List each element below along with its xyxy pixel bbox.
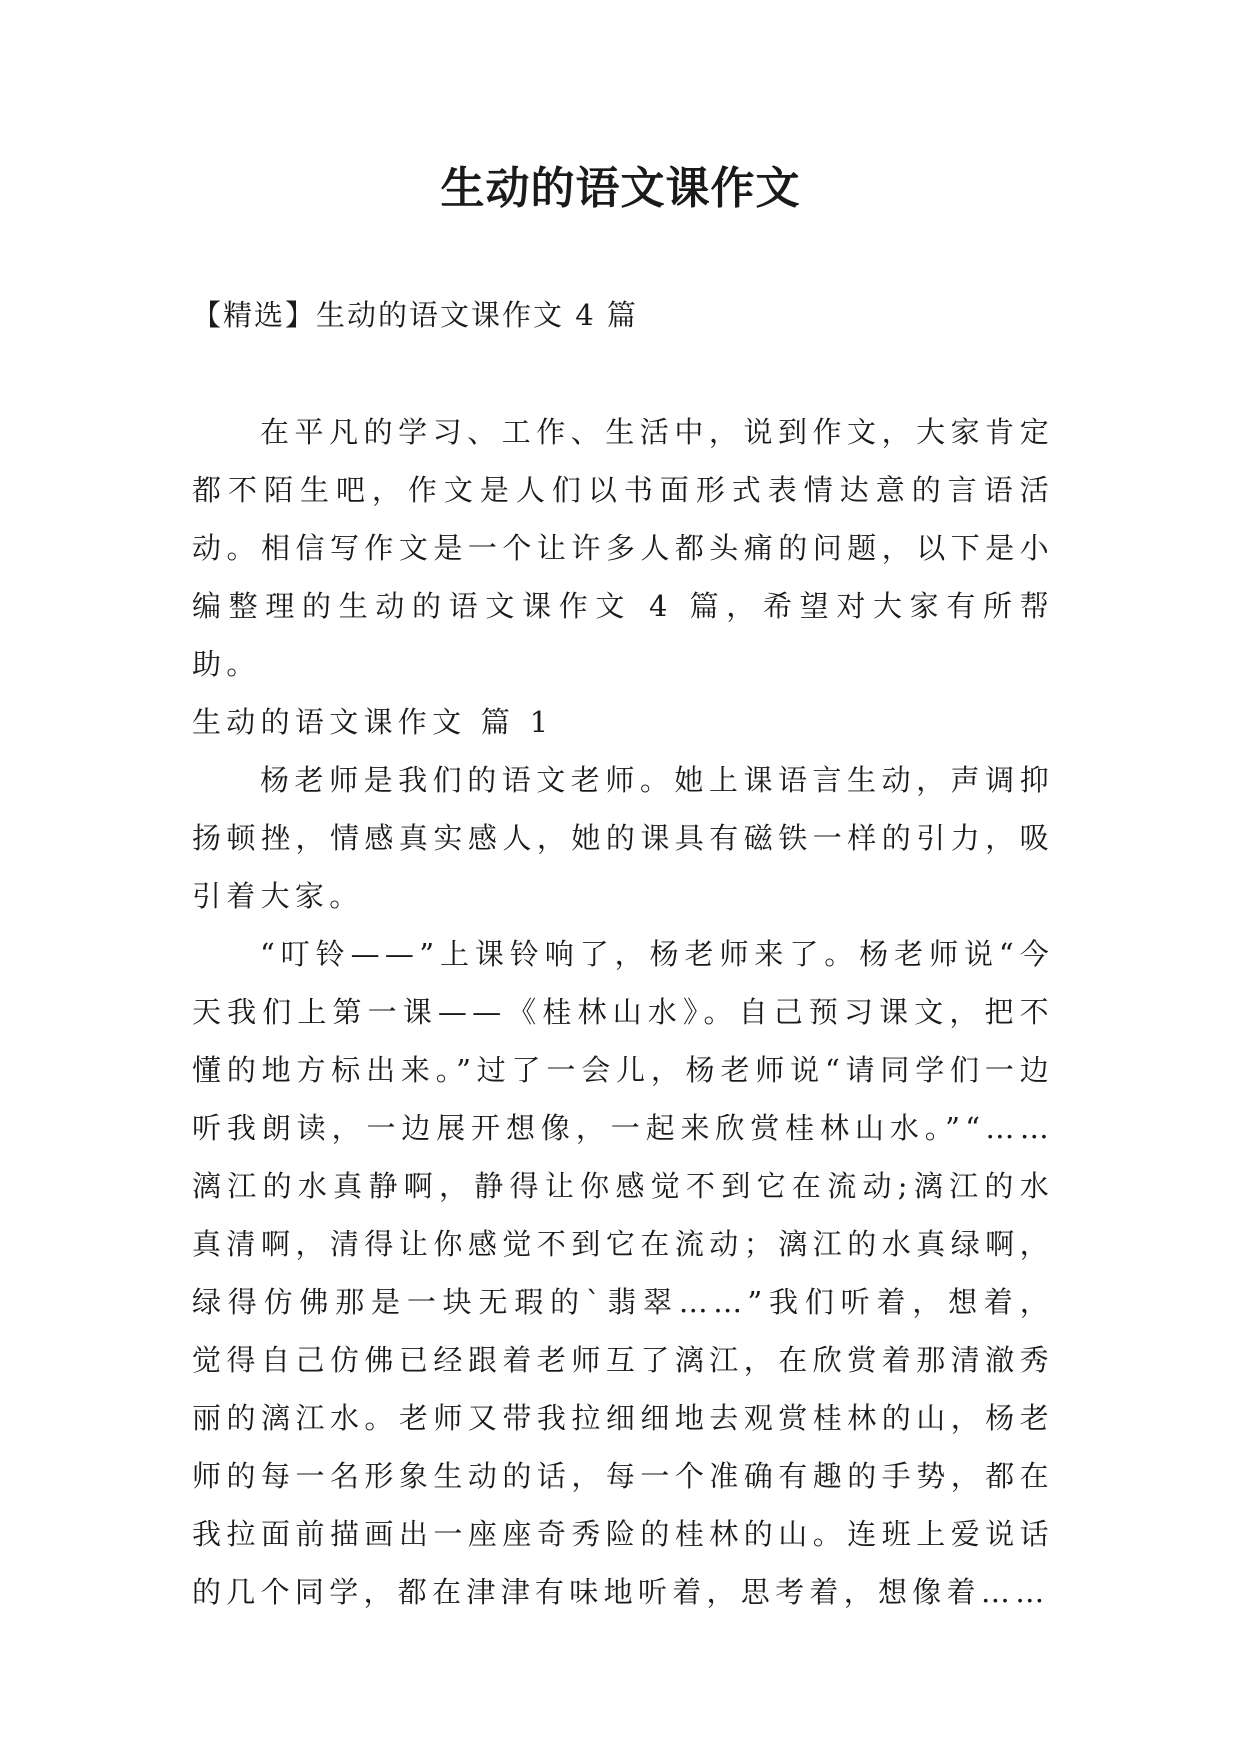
body-paragraph: “叮铃——”上课铃响了，杨老师来了。杨老师说“今天我们上第一课——《桂林山水》。自己预习课文，把不懂的地方标出来。”过了一会儿，杨老师说“请同学们一边听我朗读，一边展开想像，一起来欣赏桂林山水。”“……漓江的水真静啊，静得让你感觉不到它在流动;漓江的水真清啊，清得让你感觉不到它在流动；漓江的水真绿啊，绿得仿佛那是一块无瑕的`翡翠……”我们听着，想着，觉得自己仿佛已经跟着老师互了漓江，在欣赏着那清澈秀丽的漓江水。老师又带我拉细细地去观赏桂林的山，杨老师的每一名形象生动的话，每一个准确有趣的手势，都在我拉面前描画出一座座奇秀险的桂林的山。连班上爱说话的几个同学，都在津津有味地听着，思考着，想像着…… [192, 937, 1054, 1609]
document-body [192, 403, 1054, 1621]
section-heading: 生动的语文课作文 篇 1 [192, 705, 554, 739]
document-title: 生动的语文课作文 [440, 163, 801, 214]
body-paragraph: 杨老师是我们的语文老师。她上课语言生动，声调抑扬顿挫，情感真实感人，她的课具有磁铁一样的引力，吸引着大家。 [192, 763, 1054, 913]
intro-paragraph: 在平凡的学习、工作、生活中，说到作文，大家肯定都不陌生吧，作文是人们以书面形式表情达意的言语活动。相信写作文是一个让许多人都头痛的问题，以下是小编整理的生动的语文课作文 4 篇，希望对大家有所帮助。 [192, 415, 1054, 681]
document-subtitle: 【精选】生动的语文课作文 4 篇 [192, 298, 638, 332]
